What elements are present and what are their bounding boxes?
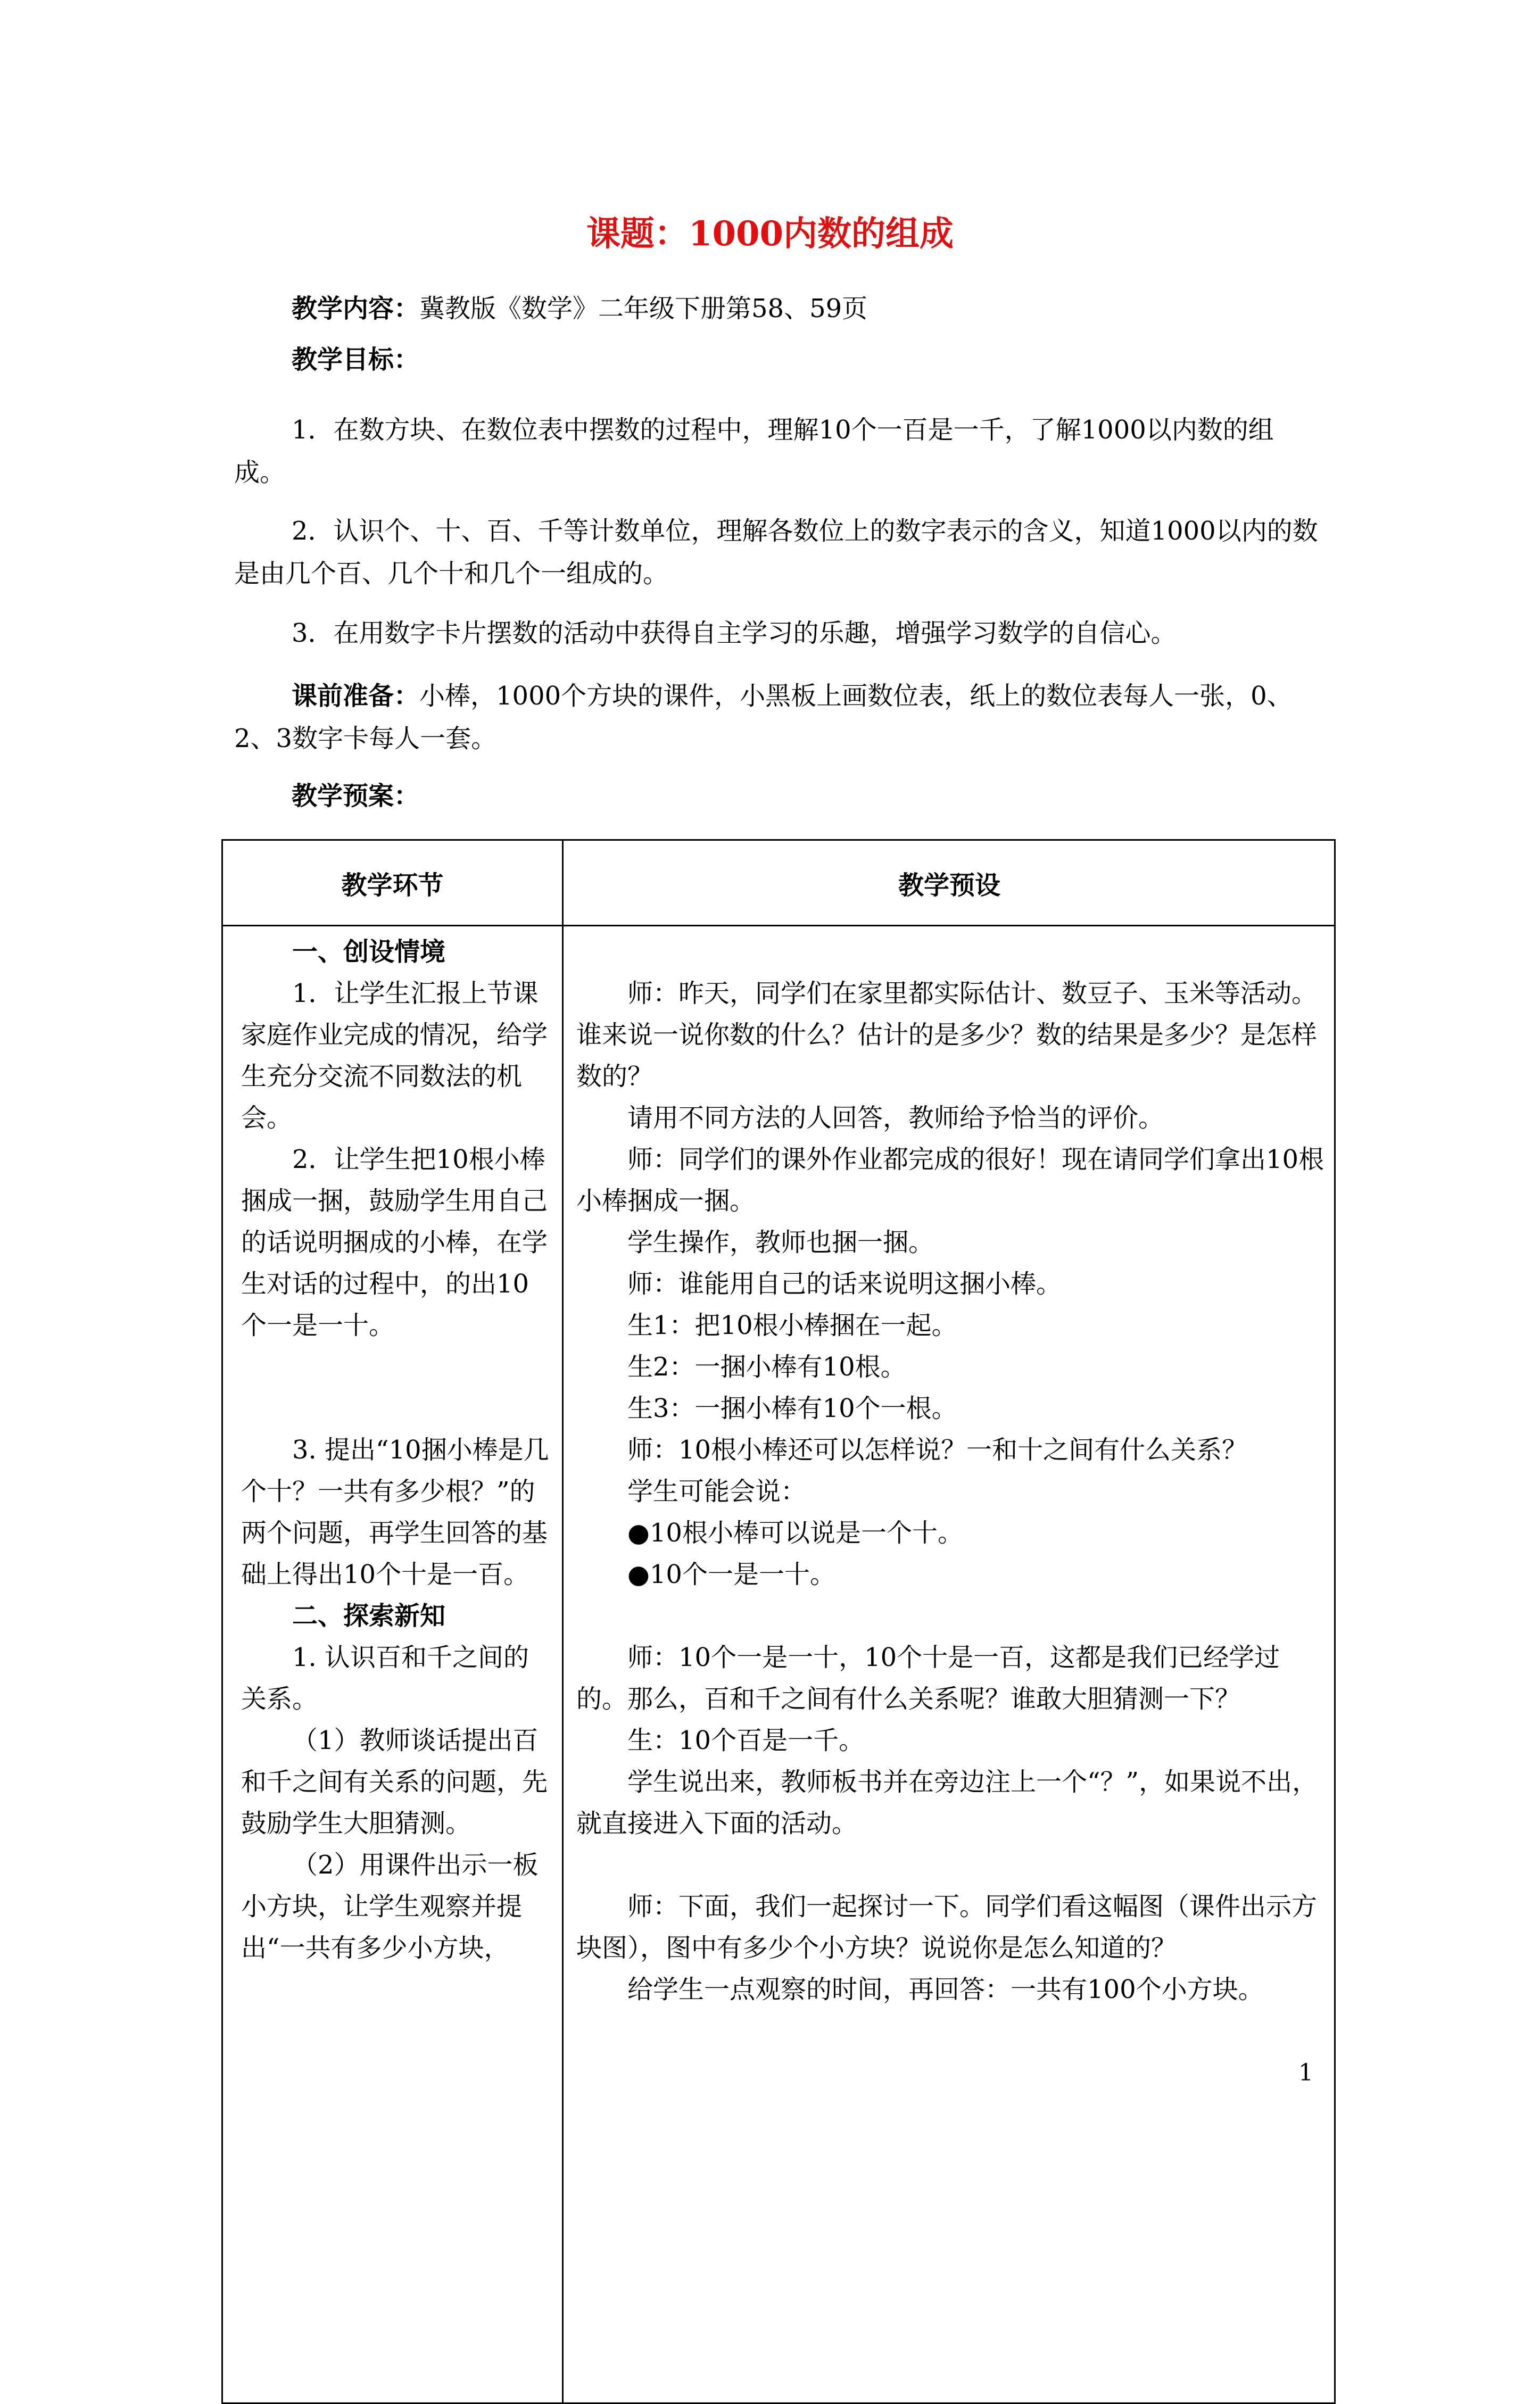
teaching-content — [234, 287, 1320, 330]
preparation-text: 小棒，1000个方块的课件，小黑板上画数位表，纸上的数位表每人一张，0、2、3数字卡每人一套。 — [234, 681, 1293, 753]
plan-paragraph: 师：10个一是一十，10个十是一百，这都是我们已经学过的。那么，百和千之间有什么关系呢？谁敢大胆猜测一下？ — [576, 1643, 1280, 1714]
plan-paragraph: ●10个一是一十。 — [627, 1560, 835, 1589]
objective-2: 2．认识个、十、百、千等计数单位，理解各数位上的数字表示的含义，知道1000以内的数是由几个百、几个十和几个一组成的。 — [234, 516, 1318, 588]
preparation-label: 课前准备： — [292, 681, 420, 711]
plan-paragraph: 学生说出来，教师板书并在旁边注上一个“？”，如果说不出，就直接进入下面的活动。 — [576, 1767, 1318, 1838]
plan-paragraph: 师：10根小棒还可以怎样说？一和十之间有什么关系？ — [627, 1435, 1248, 1465]
plan-paragraph: 师：同学们的课外作业都完成的很好！现在请同学们拿出10根小棒捆成一捆。 — [576, 1145, 1324, 1216]
plan-paragraph: 给学生一点观察的时间，再回答：一共有100个小方块。 — [627, 1975, 1264, 2004]
stage-column — [241, 931, 550, 1969]
stage-paragraph: 1．让学生汇报上节课家庭作业完成的情况，给学生充分交流不同数法的机会。 — [241, 979, 548, 1133]
plan-column — [576, 931, 1328, 2010]
stage-paragraph: 一、创设情境 — [292, 937, 446, 967]
column-divider — [562, 841, 564, 2402]
plan-paragraph: 师：下面，我们一起探讨一下。同学们看这幅图（课件出示方块图），图中有多少个小方块？说说你是怎么知道的？ — [576, 1892, 1318, 1963]
plan-paragraph: ●10根小棒可以说是一个十。 — [627, 1518, 963, 1548]
stage-paragraph: 二、探索新知 — [292, 1601, 446, 1631]
objective-1: 1．在数方块、在数位表中摆数的过程中，理解10个一百是一千，了解1000以内数的组成。 — [234, 415, 1274, 487]
plan-label: 教学预案： — [292, 781, 420, 811]
plan-paragraph: 生3：一捆小棒有10个一根。 — [627, 1394, 957, 1423]
objectives-label: 教学目标： — [292, 345, 420, 375]
stage-paragraph: 3. 提出“10捆小棒是几个十？一共有多少根？”的两个问题，再学生回答的基础上得出10个十是一百。 — [241, 1435, 549, 1589]
header-teaching-stage: 教学环节 — [341, 870, 444, 900]
plan-paragraph: 学生可能会说： — [627, 1477, 807, 1506]
teaching-content-text: 冀教版《数学》二年级下册第58、59页 — [419, 294, 868, 324]
header-divider — [223, 925, 1334, 926]
stage-paragraph — [241, 1388, 550, 1429]
stage-paragraph: （1）教师谈话提出百和千之间有关系的问题，先鼓励学生大胆猜测。 — [241, 1726, 548, 1838]
plan-paragraph — [576, 1595, 1328, 1637]
page-number: 1 — [1298, 2059, 1313, 2086]
plan-paragraph: 生：10个百是一千。 — [627, 1726, 865, 1755]
stage-paragraph — [241, 1346, 550, 1388]
document-title: 课题：1000内数的组成 — [586, 214, 954, 254]
plan-paragraph: 请用不同方法的人回答，教师给予恰当的评价。 — [627, 1103, 1164, 1133]
stage-paragraph: 2．让学生把10根小棒捆成一捆，鼓励学生用自己的话说明捆成的小棒，在学生对话的过程中，的出10个一是一十。 — [241, 1145, 548, 1340]
plan-paragraph: 师：昨天，同学们在家里都实际估计、数豆子、玉米等活动。谁来说一说你数的什么？估计的是多少？数的结果是多少？是怎样数的？ — [576, 979, 1318, 1091]
plan-paragraph — [576, 1844, 1328, 1886]
plan-paragraph: 师：谁能用自己的话来说明这捆小棒。 — [627, 1269, 1062, 1299]
teaching-content-label: 教学内容： — [292, 294, 420, 324]
header-teaching-plan: 教学预设 — [898, 870, 1000, 900]
plan-paragraph — [576, 931, 1328, 973]
plan-paragraph: 学生操作，教师也捆一捆。 — [627, 1228, 934, 1257]
plan-paragraph: 生1：把10根小棒捆在一起。 — [627, 1311, 957, 1340]
stage-paragraph: （2）用课件出示一板小方块，让学生观察并提出“一共有多少小方块， — [241, 1850, 539, 1963]
plan-paragraph: 生2：一捆小棒有10根。 — [627, 1352, 906, 1382]
preparation — [234, 675, 1320, 760]
stage-paragraph: 1. 认识百和千之间的关系。 — [241, 1643, 529, 1714]
lesson-plan-table — [221, 839, 1336, 2404]
objective-3: 3．在用数字卡片摆数的活动中获得自主学习的乐趣，增强学习数学的自信心。 — [292, 618, 1177, 648]
